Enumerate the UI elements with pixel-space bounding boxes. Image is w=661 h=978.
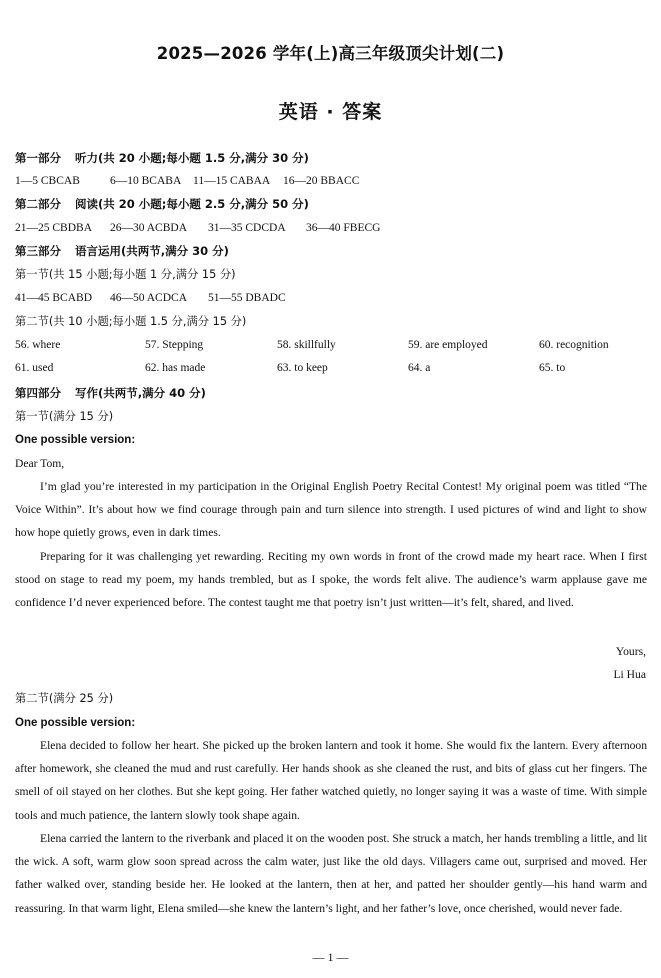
answer-group: 51—55 DBADC <box>208 292 286 304</box>
answer-65: 65. to <box>539 362 566 374</box>
answer-58: 58. skillfully <box>277 339 336 351</box>
letter-closing: Yours, <box>615 645 646 658</box>
answer-61: 61. used <box>15 362 54 374</box>
part2-title: 第二部分 <box>15 197 61 211</box>
part3-section1-heading: 第一节(共 15 小题;每小题 1 分,满分 15 分) <box>15 268 236 281</box>
part4-section1-heading: 第一节(满分 15 分) <box>15 410 114 423</box>
part4-section2-heading: 第二节(满分 25 分) <box>15 692 114 705</box>
part2-heading <box>15 196 309 212</box>
page-title: 2025—2026 学年(上)高三年级顶尖计划(二) <box>156 44 505 63</box>
part2-note: 阅读(共 20 小题;每小题 2.5 分,满分 50 分) <box>75 197 309 211</box>
story-paragraph: Elena decided to follow her heart. She picked up the broken lantern and took it home. She would fix the lantern. Every afternoon after homework, she cleaned the mud and rust carefully. Her hands shook as she cleaned the rust, and bits of glass cut her fingers. The smell of oil stayed on her clothes. But she kept going. Her father watched quietly, no longer saying it was a waste of time. With simple tools and much patience, the lantern slowly took shape again. <box>15 739 647 822</box>
version-label: One possible version: <box>15 434 136 446</box>
part4-title: 第四部分 <box>15 386 61 400</box>
letter-paragraph: I’m glad you’re interested in my participation in the Original English Poetry Recital Contest! My original poem was titled “The Voice Within”. It’s about how we find courage through pain and turn silence into strength. I used pictures of wind and light to show how hope quietly grows, even in dark times. <box>15 480 647 540</box>
part1-heading <box>15 150 309 166</box>
answer-64: 64. a <box>408 362 431 374</box>
answer-group: 46—50 ACDCA <box>110 292 187 304</box>
part3-section1-answers <box>15 290 286 306</box>
answer-63: 63. to keep <box>277 362 328 374</box>
page-number: — 1 — <box>312 950 349 964</box>
letter-signature: Li Hua <box>613 668 646 681</box>
part4-note: 写作(共两节,满分 40 分) <box>75 386 206 400</box>
part3-heading <box>15 243 229 259</box>
answer-group: 6—10 BCABA <box>110 175 182 187</box>
part3-note: 语言运用(共两节,满分 30 分) <box>75 244 229 258</box>
story-paragraph: Elena carried the lantern to the riverbank and placed it on the wooden post. She struck a match, her hands trembling a little, and lit the wick. A soft, warm glow soon spread across the calm water, just like the old days. Villagers came out, surprised and moved. Her father walked over, standing beside her. He looked at the lantern, then at her, and patted her shoulder gently—his hand warm and reassuring. In that warm light, Elena smiled—she knew the lantern’s light, and her father’s love, once cherished, would never fade. <box>15 832 647 915</box>
part2-answers <box>15 220 380 236</box>
letter-paragraph: Preparing for it was challenging yet rewarding. Reciting my own words in front of the crowd made my heart race. When I first stood on stage to read my poem, my hands trembled, but as I spoke, the words felt alive. The audience’s warm applause gave me confidence I’d never experienced before. The contest taught me that poetry isn’t just written—it’s felt, shared, and lived. <box>15 550 647 610</box>
part1-answers <box>15 173 359 189</box>
letter-salutation: Dear Tom, <box>15 457 65 470</box>
part1-note: 听力(共 20 小题;每小题 1.5 分,满分 30 分) <box>75 151 309 165</box>
answer-59: 59. are employed <box>408 339 488 351</box>
part3-section2-heading: 第二节(共 10 小题;每小题 1.5 分,满分 15 分) <box>15 315 247 328</box>
answer-group: 16—20 BBACC <box>283 175 360 187</box>
answer-62: 62. has made <box>145 362 206 374</box>
part4-heading <box>15 385 206 401</box>
answer-group: 36—40 FBECG <box>306 222 381 234</box>
answer-group: 41—45 BCABD <box>15 292 92 304</box>
page-subtitle: 英语 · 答案 <box>278 101 383 123</box>
answer-56: 56. where <box>15 339 61 351</box>
answer-group: 1—5 CBCAB <box>15 175 80 187</box>
part3-title: 第三部分 <box>15 244 61 258</box>
version-label: One possible version: <box>15 717 136 729</box>
answer-group: 31—35 CDCDA <box>208 222 286 234</box>
answer-group: 21—25 CBDBA <box>15 222 92 234</box>
part1-title: 第一部分 <box>15 151 61 165</box>
answer-60: 60. recognition <box>539 339 609 351</box>
answer-group: 11—15 CABAA <box>193 175 271 187</box>
answer-57: 57. Stepping <box>145 339 204 351</box>
answer-group: 26—30 ACBDA <box>110 222 187 234</box>
